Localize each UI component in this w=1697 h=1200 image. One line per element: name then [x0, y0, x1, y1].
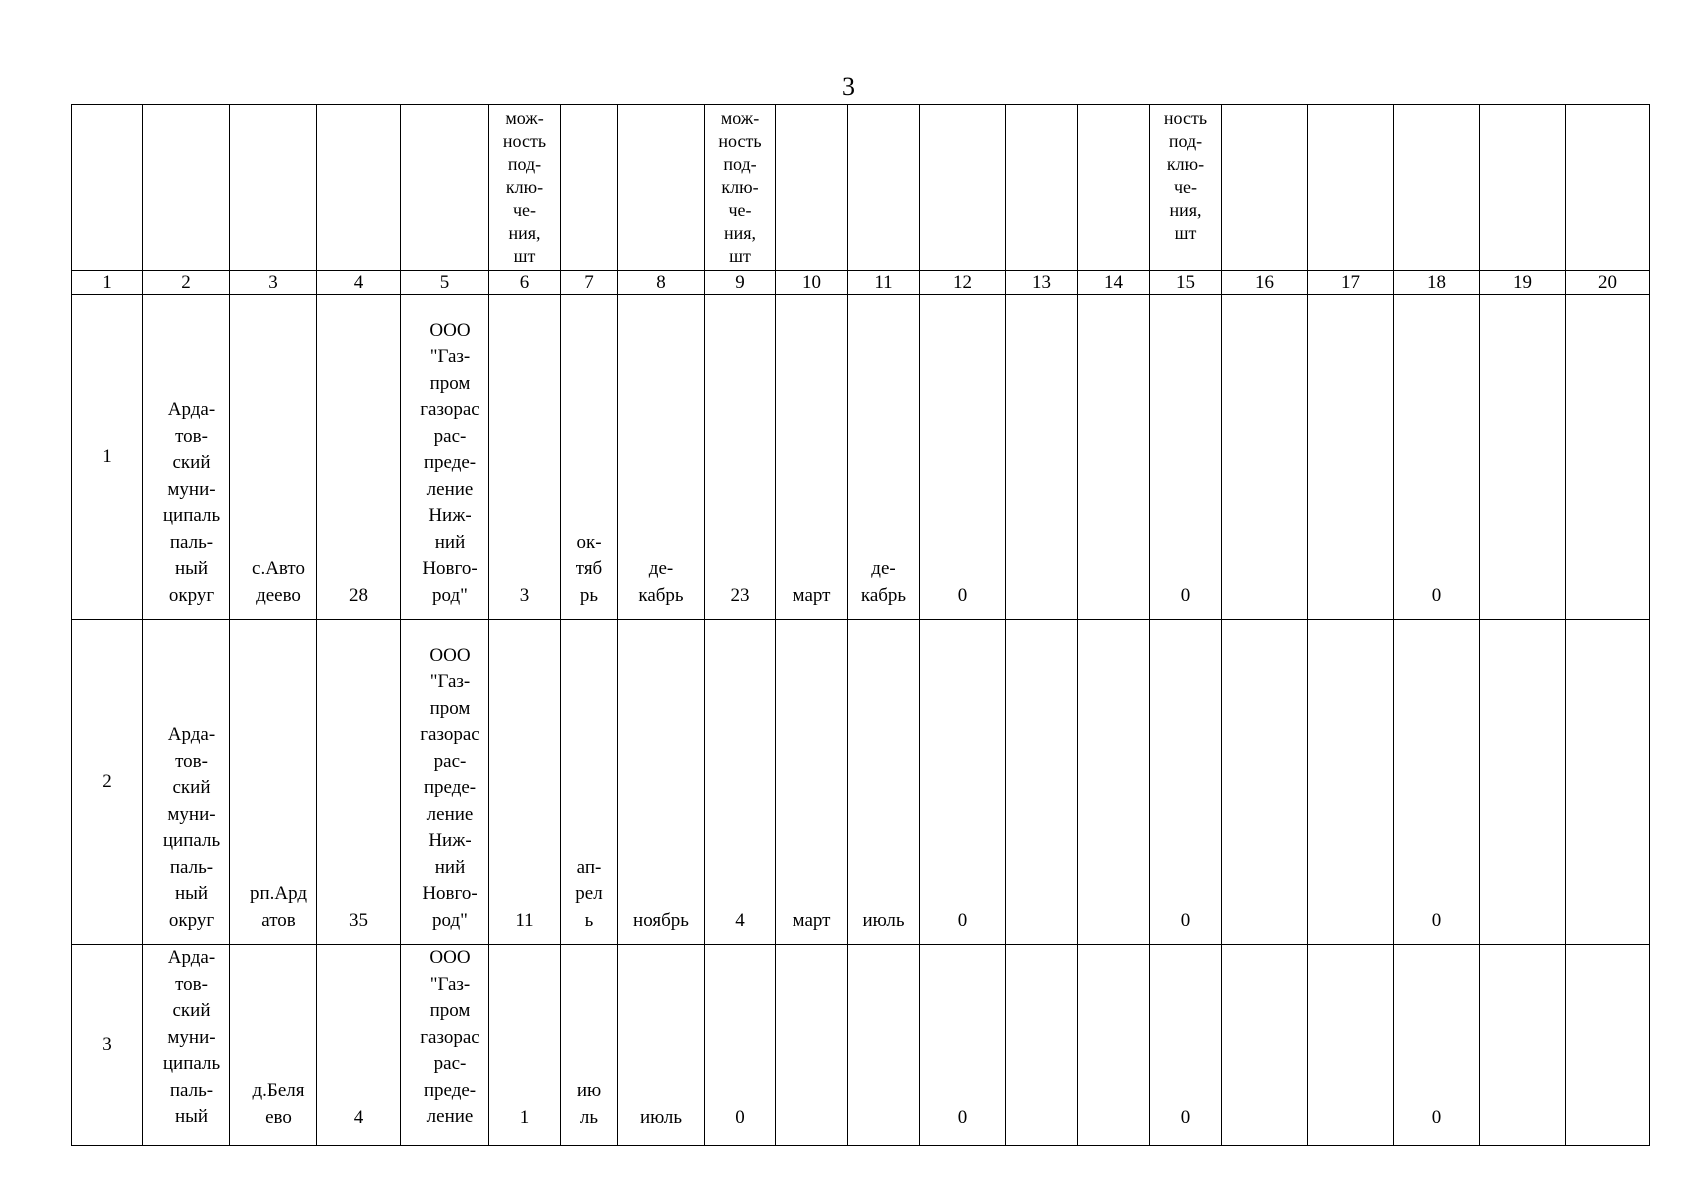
header-cell	[848, 105, 920, 271]
month-cell: де- кабрь	[618, 295, 705, 620]
data-table	[71, 104, 1650, 1146]
header-cell	[317, 105, 401, 271]
column-number: 7	[561, 271, 618, 295]
value-cell: 28	[317, 295, 401, 620]
header-cell	[72, 105, 143, 271]
header-cell	[1566, 105, 1650, 271]
value-cell	[1566, 295, 1650, 620]
column-number: 13	[1006, 271, 1078, 295]
value-cell: 35	[317, 620, 401, 945]
header-cell	[1222, 105, 1308, 271]
header-row	[72, 105, 1650, 271]
header-cell	[1078, 105, 1150, 271]
value-cell	[1480, 295, 1566, 620]
header-cell	[920, 105, 1006, 271]
table-row	[72, 295, 1650, 620]
month-cell	[776, 945, 848, 1146]
month-cell: июль	[848, 620, 920, 945]
value-cell: 4	[705, 620, 776, 945]
value-cell	[1308, 620, 1394, 945]
header-cell	[143, 105, 230, 271]
settlement-cell: д.Беля ево	[230, 945, 317, 1146]
value-cell: 3	[489, 295, 561, 620]
value-cell	[1308, 295, 1394, 620]
month-cell: ноябрь	[618, 620, 705, 945]
value-cell: 0	[1150, 945, 1222, 1146]
table-row	[72, 620, 1650, 945]
column-number: 14	[1078, 271, 1150, 295]
district-cell: Арда- тов- ский муни- ципаль паль- ный округ	[143, 620, 230, 945]
column-number: 2	[143, 271, 230, 295]
header-cell-col9: мож- ность под- клю- че- ния, шт	[705, 105, 776, 271]
value-cell: 0	[920, 945, 1006, 1146]
column-number: 8	[618, 271, 705, 295]
value-cell: 0	[1150, 295, 1222, 620]
district-cell: Арда- тов- ский муни- ципаль паль- ный округ	[143, 295, 230, 620]
row-number: 2	[72, 620, 143, 945]
column-number: 6	[489, 271, 561, 295]
column-number: 4	[317, 271, 401, 295]
value-cell	[1078, 945, 1150, 1146]
value-cell: 0	[1394, 620, 1480, 945]
month-cell: ию ль	[561, 945, 618, 1146]
organization-cell: ООО "Газ- пром газорас рас- преде- ление Ниж- ний Новго- род"	[401, 620, 489, 945]
month-cell: ок- тяб рь	[561, 295, 618, 620]
row-number: 1	[72, 295, 143, 620]
header-cell	[1480, 105, 1566, 271]
month-cell	[848, 945, 920, 1146]
column-number: 17	[1308, 271, 1394, 295]
value-cell: 0	[1394, 295, 1480, 620]
settlement-cell: с.Авто деево	[230, 295, 317, 620]
column-number: 10	[776, 271, 848, 295]
organization-cell: ООО "Газ- пром газорас рас- преде- ление Ниж- ний Новго- род"	[401, 295, 489, 620]
value-cell: 1	[489, 945, 561, 1146]
value-cell	[1006, 620, 1078, 945]
header-cell-col15: ность под- клю- че- ния, шт	[1150, 105, 1222, 271]
column-number: 3	[230, 271, 317, 295]
value-cell: 23	[705, 295, 776, 620]
settlement-cell: рп.Ард атов	[230, 620, 317, 945]
value-cell: 0	[705, 945, 776, 1146]
value-cell: 4	[317, 945, 401, 1146]
value-cell	[1078, 295, 1150, 620]
value-cell: 0	[920, 620, 1006, 945]
month-cell: июль	[618, 945, 705, 1146]
column-number: 9	[705, 271, 776, 295]
organization-cell: ООО "Газ- пром газорас рас- преде- ление	[401, 945, 489, 1146]
header-cell	[230, 105, 317, 271]
value-cell	[1006, 295, 1078, 620]
value-cell	[1222, 295, 1308, 620]
header-cell	[401, 105, 489, 271]
month-cell: де- кабрь	[848, 295, 920, 620]
column-number: 5	[401, 271, 489, 295]
value-cell	[1480, 620, 1566, 945]
column-number: 11	[848, 271, 920, 295]
value-cell	[1222, 620, 1308, 945]
value-cell	[1480, 945, 1566, 1146]
row-number: 3	[72, 945, 143, 1146]
column-number: 19	[1480, 271, 1566, 295]
value-cell: 0	[1394, 945, 1480, 1146]
header-cell	[1006, 105, 1078, 271]
value-cell: 11	[489, 620, 561, 945]
page-number: 3	[842, 72, 855, 101]
column-number: 18	[1394, 271, 1480, 295]
header-cell-col6: мож- ность под- клю- че- ния, шт	[489, 105, 561, 271]
column-number-row	[72, 271, 1650, 295]
district-cell: Арда- тов- ский муни- ципаль паль- ный	[143, 945, 230, 1146]
column-number: 12	[920, 271, 1006, 295]
column-number: 15	[1150, 271, 1222, 295]
table-row	[72, 945, 1650, 1146]
header-cell	[1394, 105, 1480, 271]
header-cell	[1308, 105, 1394, 271]
column-number: 16	[1222, 271, 1308, 295]
value-cell	[1222, 945, 1308, 1146]
column-number: 1	[72, 271, 143, 295]
value-cell: 0	[920, 295, 1006, 620]
header-cell	[618, 105, 705, 271]
value-cell	[1078, 620, 1150, 945]
value-cell	[1308, 945, 1394, 1146]
header-cell	[561, 105, 618, 271]
month-cell: март	[776, 620, 848, 945]
value-cell	[1566, 945, 1650, 1146]
value-cell	[1566, 620, 1650, 945]
column-number: 20	[1566, 271, 1650, 295]
value-cell	[1006, 945, 1078, 1146]
month-cell: март	[776, 295, 848, 620]
month-cell: ап- рел ь	[561, 620, 618, 945]
header-cell	[776, 105, 848, 271]
value-cell: 0	[1150, 620, 1222, 945]
